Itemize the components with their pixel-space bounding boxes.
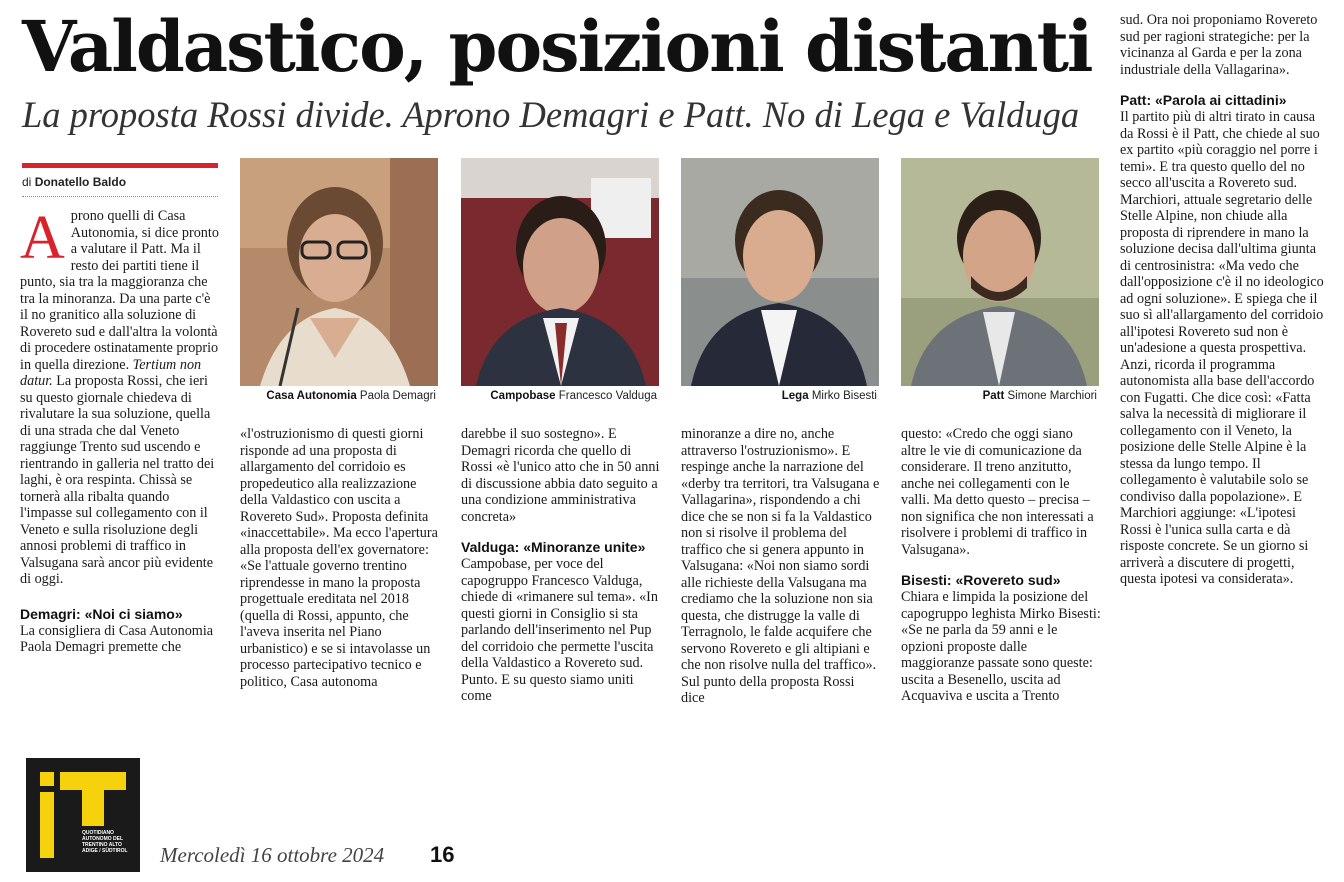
red-rule: [22, 163, 218, 168]
paragraph-col5: questo: «Credo che oggi siano altre le vie di comunicazione da considerare. Il treno anzitutto, anche nei collegamenti con le valli. Ma detto questo – precisa – non significa che non interessati a risolvere i problemi di traffico in Valsugana».: [901, 426, 1094, 558]
portrait-image: [461, 158, 659, 386]
caption-demagri: [240, 389, 436, 403]
column-4: [681, 426, 881, 707]
newspaper-logo: [26, 758, 140, 872]
photo-paola-demagri: [240, 158, 438, 386]
column-1: [20, 204, 220, 656]
caption-party: Campobase: [490, 390, 556, 402]
section-heading-valduga: Valduga: «Minoranze unite»: [461, 539, 646, 555]
portrait-image: [681, 158, 879, 386]
caption-name: Paola Demagri: [359, 390, 436, 402]
page-number: 16: [430, 842, 455, 867]
lead-text: prono quelli di Casa Autonomia, si dice pronto a valutare il Patt. Ma il resto dei partiti tiene il punto, sia tra la maggioranza che tra la minoranza. Da una parte c'è il no granitico alla soluzione di Rovereto sud e dall'altra la volontà di procedere ostinatamente proprio in quella direzione.: [20, 208, 219, 373]
byline: [22, 175, 218, 189]
paragraph-bisesti: Chiara e limpida la posizione del capogruppo leghista Mirko Bisesti: «Se ne parla da 59 anni e le opzioni proposte dalle maggioranze passate sono queste: uscita a Besenello, uscita ad Acquaviva e uscita a Trento: [901, 589, 1101, 704]
caption-party: Patt: [982, 390, 1005, 402]
paragraph-patt: Il partito più di altri tirato in causa da Rossi è il Patt, che chiede al suo ex partito «più coraggio nel porre i temi». E tra questo quello del no secco all'uscita a Rovereto sud. Marchiori, attuale segretario delle Stelle Alpine, non chiude alla proposta di riprendere in mano la soluzione decisa dall'ultima giunta di centrosinistra: «Ma vedo che dall'opposizione c'è il no ideologico ad ogni soluzione». E spiega che il suo sì all'allargamento del corridoio all'ipotesi Rovereto sud non è un'adesione a questa prospettiva. Anzi, ricorda il programma autonomista alla base dell'accordo con Fugatti. Che dice così: «Fatta salva la necessità di migliorare il collegamento con il Veneto, la posizione delle Stelle Alpine è la stessa da lungo tempo. Il collegamento è valutabile solo se condiviso dalla popolazione». E Marchiori aggiunge: «L'ipotesi Rossi è l'unica sulla carta e dà risposte concrete. Se un giorno si arriverà a discutere di progetti, questa ipotesi va considerata».: [1120, 109, 1324, 587]
column-2: [240, 426, 440, 690]
paragraph-demagri: La consigliera di Casa Autonomia Paola Demagri premette che: [20, 622, 214, 655]
caption-party: Lega: [781, 390, 809, 402]
caption-bisesti: [681, 389, 877, 403]
issue-date: Mercoledì 16 ottobre 2024: [160, 843, 385, 867]
photo-simone-marchiori: [901, 158, 1099, 386]
caption-marchiori: [901, 389, 1097, 403]
caption-party: Casa Autonomia: [266, 390, 357, 402]
paragraph-valduga: Campobase, per voce del capogruppo Francesco Valduga, chiede di «rimanere sul tema». «In questi giorni in Consiglio si sta parlando dell'inserimento nel Pup del corridoio che permette l'uscita della Valdastico a Rovereto sud. Punto. E su questo siamo uniti come: [461, 556, 658, 704]
portrait-image: [240, 158, 438, 386]
section-heading-demagri: Demagri: «Noi ci siamo»: [20, 605, 183, 622]
lead-paragraph: [20, 204, 220, 588]
byline-prefix: di: [22, 175, 32, 189]
portrait-image: [901, 158, 1099, 386]
caption-valduga: [461, 389, 657, 403]
column-5: [901, 426, 1101, 705]
column-3: [461, 426, 661, 705]
paragraph-col2: «l'ostruzionismo di questi giorni risponde ad una proposta di allargamento del corridoio es propedeutico alla realizzazione della Valdastico con uscita a Rovereto Sud». Proposta definita «inaccettabile». Ma ecco l'apertura alla proposta dell'ex governatore: «Se l'attuale governo trentino riprendesse in mano la proposta progettuale ereditata nel 2018 (quella di Rossi, appunto, che l'aveva inserita nel Piano urbanistico) e se si intavolasse un processo partecipativo tecnico e politico, Casa autonoma: [240, 426, 438, 690]
byline-author: Donatello Baldo: [34, 175, 127, 189]
photo-francesco-valduga: [461, 158, 659, 386]
section-heading-bisesti: Bisesti: «Rovereto sud»: [901, 572, 1061, 588]
paragraph-col6: sud. Ora noi proponiamo Rovereto sud per ragioni strategiche: per la vicinanza al Garda e per la zona industriale della Vallagarina».: [1120, 12, 1318, 78]
paragraph-col4: minoranze a dire no, anche attraverso l'ostruzionismo». E respinge anche la narrazione del «derby tra territori, tra Valsugana e Vallagarina», rispondendo a chi dice che se non si fa la Valdastico non si risolve il problema del traffico che si genera appunto in Valsugana: «Noi non siamo sordi alle richieste della Valsugana ma crediamo che la soluzione non sia questa, che distrugge la valle di Terragnolo, le falde acquifere che servono Rovereto e gli altipiani e che non risolve nulla del traffico». Sul punto della proposta Rossi dice: [681, 426, 880, 706]
drop-cap: A: [20, 204, 65, 272]
lead-text-continued: La proposta Rossi, che ieri su questo giornale chiedeva di rivalutare la sua soluzione, quella di una strada che dal Veneto raggiunge Trento sud uscendo e rientrando in galleria nel tratto dei laghi, è ora respinta. Chissà se tornerà alla ribalta quando l'impasse sul collegamento con il Veneto e sulla risoluzione degli annosi problemi di traffico in Valsugana sarà ancor più evidente di oggi.: [20, 373, 215, 587]
byline-divider: [22, 196, 218, 197]
caption-name: Mirko Bisesti: [811, 390, 877, 402]
logo-tagline: QUOTIDIANO AUTONOMO DEL TRENTINO ALTO ADIGE / SÜDTIROL: [82, 830, 128, 854]
paragraph-col3: darebbe il suo sostegno». E Demagri ricorda che quello di Rossi «è l'unico atto che in 50 anni di discussione abbia dato seguito a una condizione amministrativa concreta»: [461, 426, 660, 525]
caption-name: Francesco Valduga: [558, 390, 657, 402]
it-logo-icon: [26, 758, 140, 872]
section-heading-patt: Patt: «Parola ai cittadini»: [1120, 92, 1287, 108]
caption-name: Simone Marchiori: [1007, 390, 1097, 402]
headline: Valdastico, posizioni distanti: [22, 5, 1092, 88]
subtitle: La proposta Rossi divide. Aprono Demagri e Patt. No di Lega e Valduga: [22, 94, 1080, 135]
photo-mirko-bisesti: [681, 158, 879, 386]
column-6: [1120, 12, 1324, 588]
latin-phrase: Tertium non datur.: [20, 356, 202, 389]
